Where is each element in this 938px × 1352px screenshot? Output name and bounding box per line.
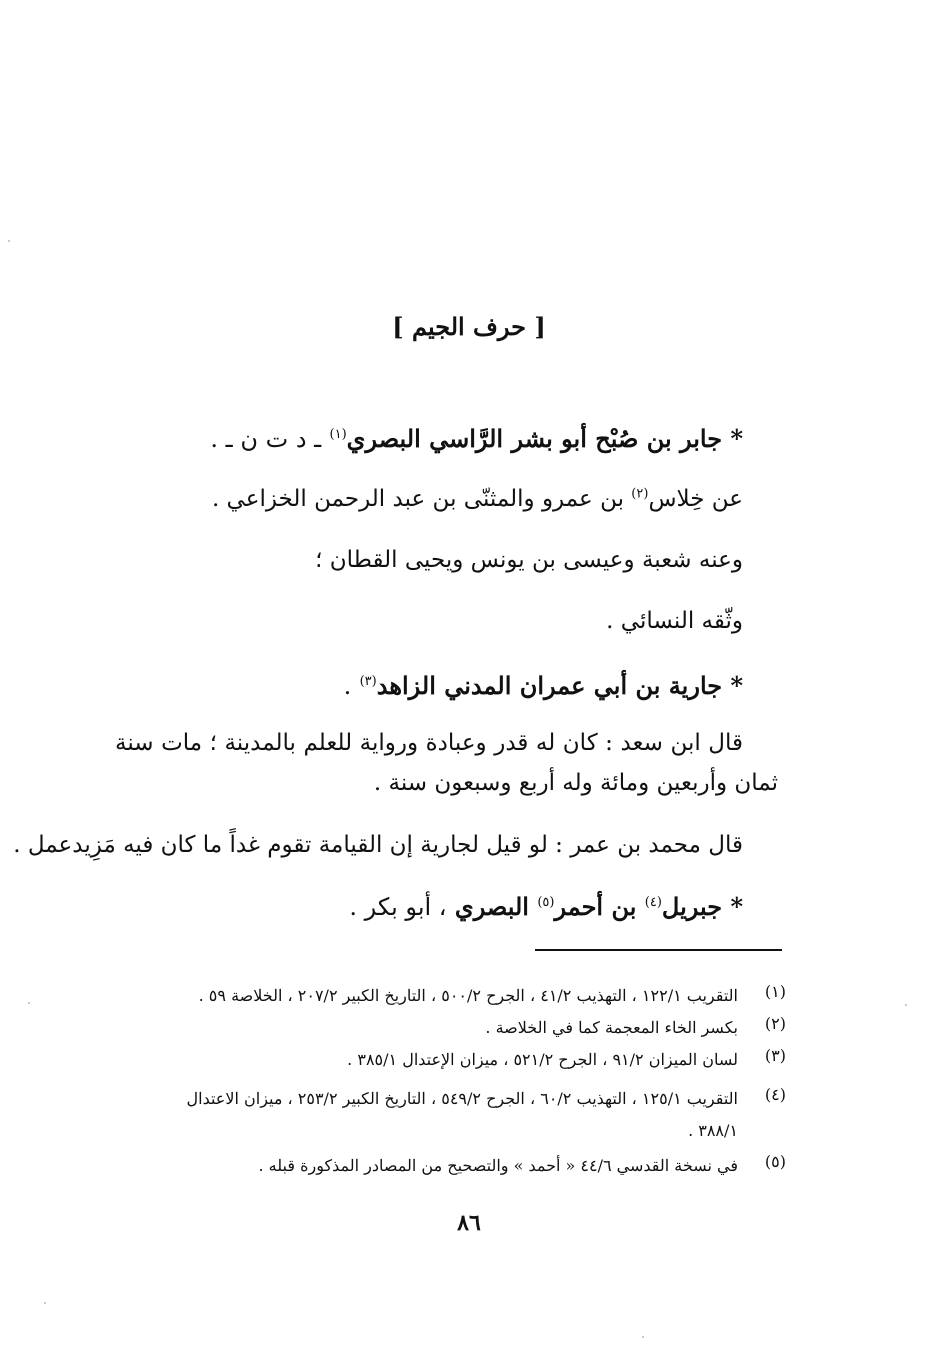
entry-jariya-death: ثمان وأربعين ومائة وله أربع وسبعون سنة .: [373, 770, 778, 796]
scan-speck: [8, 240, 10, 242]
footnote-number-2: (٢): [764, 1014, 786, 1033]
page-number: ٨٦: [457, 1210, 481, 1236]
scan-speck: [905, 1004, 907, 1006]
footnote-ref-5[interactable]: (٥): [537, 895, 555, 910]
teachers-part-b: بن عمرو والمثنّى بن عبد الرحمن الخزاعي .: [211, 486, 624, 512]
entry-jabir-title: [210, 424, 743, 454]
entry-jariya-ibn-umar: قال محمد بن عمر : لو قيل لجارية إن القيامة تقوم غداً ما كان فيه مَزِيدعمل .: [13, 832, 743, 858]
entry-jabir-symbols: ـ د ت ن ـ .: [210, 425, 322, 453]
scan-speck: [28, 1002, 30, 1004]
footnote-separator: [535, 949, 782, 951]
footnote-number-5: (٥): [764, 1152, 786, 1171]
entry-jariya-title: [344, 671, 743, 701]
entry-jabir-name: * جابر بن صُبْح أبو بشر الرَّاسي البصري: [346, 424, 743, 453]
footnote-number-4: (٤): [764, 1085, 786, 1104]
entry-jibril-kunya: ، أبو بكر .: [349, 893, 447, 921]
footnote-text-4-cont: ٣٨٨/١ .: [688, 1121, 738, 1140]
footnote-text-1: التقريب ١٢٢/١ ، التهذيب ٤١/٢ ، الجرح ٥٠٠/٢ ، التاريخ الكبير ٢٠٧/٢ ، الخلاصة ٥٩ .: [198, 986, 738, 1005]
teachers-part-a: عن خِلاس: [648, 486, 743, 512]
footnote-ref-2[interactable]: (٢): [631, 486, 649, 502]
footnote-text-3: لسان الميزان ٩١/٢ ، الجرح ٥٢١/٢ ، ميزان الإعتدال ٣٨٥/١ .: [347, 1050, 738, 1069]
scan-speck: [44, 1302, 46, 1304]
entry-jabir-grading: وثّقه النسائي .: [606, 608, 743, 634]
footnote-number-3: (٣): [764, 1046, 786, 1065]
footnote-text-4: التقريب ١٢٥/١ ، التهذيب ٦٠/٢ ، الجرح ٥٤٩/٢ ، التاريخ الكبير ٢٥٣/٢ ، ميزان الاعتدال: [186, 1089, 738, 1108]
footnote-ref-3[interactable]: (٣): [359, 674, 377, 689]
footnote-ref-4[interactable]: (٤): [644, 895, 662, 910]
entry-jabir-teachers: [212, 484, 743, 514]
footnote-ref-1[interactable]: (١): [329, 427, 347, 442]
entry-jibril-name: * جبريل: [661, 892, 743, 921]
footnote-text-5: في نسخة القدسي ٤٤/٦ « أحمد » والتصحيح من المصادر المذكورة قبله .: [258, 1156, 738, 1175]
entry-jibril-title: [349, 892, 743, 922]
scan-speck: [642, 1336, 644, 1338]
footnote-text-2: بكسر الخاء المعجمة كما في الخلاصة .: [485, 1018, 738, 1037]
entry-jariya-name: * جارية بن أبي عمران المدني الزاهد: [376, 671, 743, 700]
chapter-heading: [ حرف الجيم ]: [392, 312, 546, 341]
entry-jabir-students: وعنه شعبة وعيسى بن يونس ويحيى القطان ؛: [315, 547, 743, 573]
entry-jariya-period: .: [343, 672, 352, 700]
entry-jariya-ibn-saad: قال ابن سعد : كان له قدر وعبادة ورواية للعلم بالمدينة ؛ مات سنة: [115, 730, 743, 756]
footnote-number-1: (١): [764, 982, 786, 1001]
entry-jibril-father: بن أحمر: [554, 892, 637, 921]
entry-jibril-nisba: البصري: [454, 892, 529, 921]
